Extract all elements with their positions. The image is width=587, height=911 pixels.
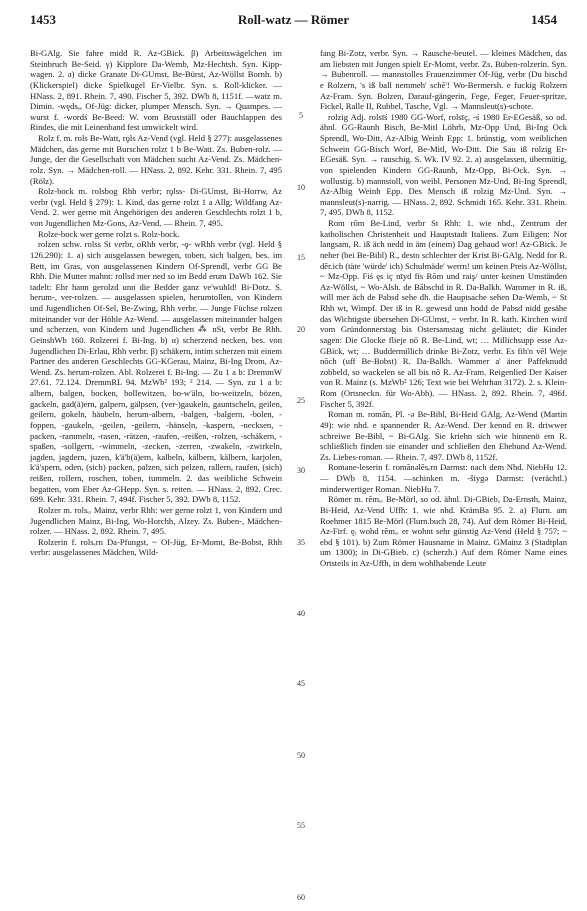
- line-number: 35: [297, 538, 305, 547]
- line-number: 10: [297, 183, 305, 192]
- entry-continuation: Bi-GAlg. Sie fahre midd R. Az-GBick. β) Arbeitswägelchen im Steinbruch Be-Seid. γ) Kipplore Da-Wemb, Mz-Hechtsh. Syn. Kipp-wagen. 2. a) dicke Granate Di-GUmst, Be-Bürst, Az-Wöllst Bornh. b) (Klickerspiel) dicke Spielkugel Er-Vielbr. Syn. s. Roll-klicker. — HNass. 2, 891. Rhein. 7, 490. Fischer 5, 392. DWb 8, 1151f. —watz m. Dimin. -wędsₑₑ Of-Jüg: dicker, plumper Mensch. Syn. → Quampes. —wurst f. -wordś Be-Beed: W. vom Brustställ oder Bauchlappen des Rindes, die mit Leinenband fest umwickelt wird.: [30, 48, 282, 133]
- line-number: 30: [297, 466, 305, 475]
- entry-rom: Rom rōm Be-Lind, verbr St Rhh: 1. wie nhd., Zentrum der katholischen Christenheit und Hauptstadt Italiens. Zum Eiligen: Nor langsam, R. iß äch nedd in äm (einem) Dag gebaud wor! Az-GBick. Je neher (bei Be-Bibl) R., desto schlechter der Krist Bi-GAlg. Nedd for R. dēr.ich (täte 'würde' ich) Schulmäde' werrn! um keinen Preis Az-Wöllst, ~ Mz-Opp. Fiś ęs iç nīyd fis Rōm und raiş/ unter keinen Umständen Az-Wöllst, ~ Wo-Alsh. de Bābschd in R. Da-Balkh. Wammer in R. iß, will mer äch de Pabsd sehe dh. die Hauptsache sehen Da-Wemb, ~ St Rhh wt, Wimpf. Der iß in R. gewesd unn hodd de Pabsd nidd gesähe das Wichtigste übersehen Di-GUmst, ~ verbr. In R. kath. Kirchen wird vom Gründonnerstag bis Ostersamstag nicht geläutet; die Kinder sagen: Die Glocke flieje nō R. Be-Lind, wt; … Millichsupp esse Az-GBick, wt; … Buddermillich drinke Bi-Zotz, verbr. Es fih'n vēl Weje nōch (uff Be-Bobst) R. Da-Balkh. Wammer a' äner Paffeknudd zobbeld, so wackelen se all bis nō R. Az-Fram. Reigenlied Der Kaiser von R. Mainz (s. MzWb² 126; Text wie bei Wehrhan 3172). 2. s. Klein-Rom (Ortsneckn. für Wo-Abh). — HNass. 2, 892. Rhein. 7, 496f. Fischer 5, 392f.: [320, 218, 567, 409]
- entry-roman: Roman m. romān, Pl. -ə Be-Bibl, Bi-Heid GAlg, Az-Wend (Martin 49): wie nhd. e spannender R. Az-Wend. Der kennd en R. driwwer schreiwe Be-Bibl, ~ Bi-GAlg. Sie kriehn sich wie hinnenö em R. schließlich finden sie einander und schließen den Ehebund Az-Wend. Zs. Liebes-roman. — Rhein. 7, 497. DWb 8, 1152f.: [320, 409, 567, 462]
- entry-rolzen: rolzen schw. rolss St verbr, oRhh verbr, -ǫ- wRhh verbr (vgl. Held § 126.290): 1. a) sich ausgelassen bewegen, toben, sich balgen, bes. im Bett, im Gras, von ausgelassenen Kindern Of-Sprendl, verbr GG Be Rhh. Die Mutter mahnt: rollsd mer ned so im Bedd erum DaWb 162. Sie tadelt: Ehr hann gerolzd unn die Bedder ganz ve'wuhld! Bi-Dotz. S. herum-, ver-rolzen. — ausgelassen spielen, herumtollen, von Kindern und Jugendlichen Of-Sel, Be-Zwing, Rhh verbr. — Junge Füchse rolzen miteinander vor der Höhle Az-Wend. — ausgelassen miteinander balgen und scherzen, von Kindern und Jugendlichen ⁂ nSt, verbr Be Rhh. GeinshWb 160. Rolzerei f. Bi-Ing. b) α) scherzend necken, bes. von Jugendlichen Di-Erlau, Rhh verbr. β) schäkern, intim scherzen mit einem Partner des anderen Geschlechts GG-KGerau, Mainz, Bi-Ing Drom, Az-Wend. Zs. herum-rolzen. Abl. Rolzerei f. Bi-Ing. — Zu 1 a b: DremmW 27.61. 72.124. DremmRL 94. MzWb² 193; ² 214. — Syn. zu 1 a b: albern, balgen, bocken, bollewitzen, bo-w'äln, bo-weitzeln, bözen, gackeln, gad(ä)ern, galpern, gälpsen, (ver-)gaukeln, gauntscheln, geilen, geilern, gokeln, häubeln, herum-albern, -balgen, -balgern, -bolen, -foppen, -gaukeln, -geilen, -geilern, -hänseln, -kaspern, -necksen, -packen, -rammeln, -rasen, -rätzen, -raufen, -reißen, -rolzen, -schäkern, -spaßen, -sollgern, -wimmeln, -zecken, -zerren, -zwakeln, -zwirkeln, jagden, jagdern, juzen, k'ä'b(ä)ern, kalbeln, kälbern, kälbern, karjolen, k'ä'spern, oden, (sich) packen, palzen, sich pelzen, rallern, raufen, (sich) reißen, rollern, roschen, toben, tummeln. 2. das weibliche Schwein begatten, vom Eber Az-GHepp. Syn. s. reiten. — HNass. 2, 892. Crec. 699. Kehr. 331. Rhein. 7, 494f. Fischer 5, 392. DWb 8, 1152.: [30, 239, 282, 505]
- line-number: 60: [297, 893, 305, 902]
- line-number: 50: [297, 751, 305, 760]
- left-column: [30, 48, 282, 558]
- page-header: [30, 12, 557, 32]
- line-number: 20: [297, 325, 305, 334]
- line-number: 25: [297, 396, 305, 405]
- line-number: 40: [297, 609, 305, 618]
- page-number-right: 1454: [531, 12, 557, 27]
- line-numbers: [285, 48, 317, 908]
- entry-rolz-bock: Rolz-bock m. rolsbog Rhh verbr; rǫlss- Di-GUmst, Bi-Horrw, Az verbr (vgl. Held § 279): 1. Kind, das gerne rolzt 1 a Allg; Wildfang Az-Vend. 2. wer gerne mit Angehörigen des anderen Geschlechts rolzt 1 b, von Jugendlichen Mz-Gons, Az-Vend. — Rhein. 7, 495.: [30, 186, 282, 228]
- entry-rolzer: Rolzer m. rolsₑᵣ Mainz, verbr Rhh: wer gerne rolzt 1, von Kindern und Jugendlichen Mainz, Bi-Ing, Wo-Horchh, Alzey. Zs. Buben-, Mädchen-rolzer. — HNass. 2, 892. Rhein. 7, 495.: [30, 504, 282, 537]
- line-number: 55: [297, 821, 305, 830]
- entry-roemer: Römer m. rēmₑᵣ Be-Mörl, so od. ähnl. Di-GBieb, Da-Ernsth, Mainz, Bi-Heid, Az-Vend Uffh: 1. wie nhd. KrämBa 95. 2. a) Flurn. am Roehmer 1815 Be-Mörl (Flurn.buch 28, 74). Auf dem Römer Bi-Heid, Az-Firf. ęᵣ wohd rēmₑᵣ er wohnt sehr günstig Az-Vend (Held § 757; ~ ebd § 101). b) Zum Römer Hausname in Mainz. GMainz 3 (Stadtplan um 1300); in Di-GBieb. c) (scherzh.) Auf dem Römer Name eines Ortsteils in Az-Uffh, in dem wohlhabende Leute: [320, 494, 567, 568]
- entry-rolzerin: Rolzerin f. rolsₑrn Da-Pfungst, ~ Of-Jüg, Er-Momt, Be-Bobst, Rhh verbr: ausgelassenes Mädchen, Wild-: [30, 536, 282, 558]
- entry-rolz: Rolz f. m. rols Be-Watt, rǫls Az-Vend (vgl. Held § 277): ausgelassenes Mädchen, das gerne mit Burschen rolzt 1 b Be-Watt. Zs. Buben-rolz. — Junge, der die Gesellschaft von Mädchen sucht Az-Vend. Zs. Mädchen-rolz. Syn. → Mädchen-roll. — HNass. 2, 892. Kehr. 331. Rhein. 7, 495 (Rölz).: [30, 133, 282, 186]
- running-head: Roll-watz — Römer: [237, 12, 350, 27]
- entry-continuation: fang Bi-Zotz, verbr. Syn. → Rausche-beutel. — kleines Mädchen, das am liebsten mit Jungen spielt Er-Momt, verbr. Zs. Buben-rolzerin. Syn. → Bubenroll. — mannstolles Frauenzimmer Of-Jüg, verbr (Du bischd e Rolzern, 's iß ball nemmeh' schē'! Wo-Bermersh. e fuckig Rolzern Az-Fram. Syn. Bolzen, Darauf-gängerin, Fege, Feger, Feuer-spritze, Fickel, Ralle II, Rubbel, Tasche, Vgl. → Mannsleut(s)-schote.: [320, 48, 567, 112]
- line-number: 15: [297, 253, 305, 262]
- entry-rolzig: rolzig Adj. rolsīś 1980 GG-Worf, rolsīç, -ś 1980 Er-EGesäß, so od. ähnl. GG-Raunh Bisch, Be-Mitl Löhrb, Mz-Opp Und, Bi-Ing Ock Sprendl, Wo-Ditt, Az-Albig Weinh Epp: 1. brünstig, vom weiblichen Schwein GG-Bisch Worf, Be-Mitl, Wo-Ditt. Die Sau iß rolzig Er-EGesäß. Syn. → rauschig. S. Wk. IV 92. 2. a) ausgelassen, übermütig, von spielenden Kindern GG-Raunh, Mz-Opp, Bi-Ock. Syn. → wollustig. b) mannstoll, von weibl. Personen Mz-Und, Bi-Ing Sprendl, Az-Albig Weinh Epp. Des Mensch iß rolzig Mz-Und. Syn. → mannsleut(s)-narrig. — HNass. 2, 892. Schmidt 165. Kehr. 331. Rhein. 7, 495. DWb 8, 1152.: [320, 111, 567, 218]
- entry-rolze-bock: Rolze-bock wer gerne rolzt s. Rolz-bock.: [38, 228, 180, 239]
- right-column: [320, 48, 567, 569]
- entry-romane-leserin: Romane-leserin f. romānəlēsₑrn Darmst: nach dem Nhd. NiebHu 12. — DWb 8, 1154. —schinken m. -šiygə Darmst: (verächtl.) minderwertiger Roman. NiebHu 7.: [320, 462, 567, 494]
- line-number: 45: [297, 679, 305, 688]
- line-number: 5: [299, 111, 303, 120]
- page-number-left: 1453: [30, 12, 56, 27]
